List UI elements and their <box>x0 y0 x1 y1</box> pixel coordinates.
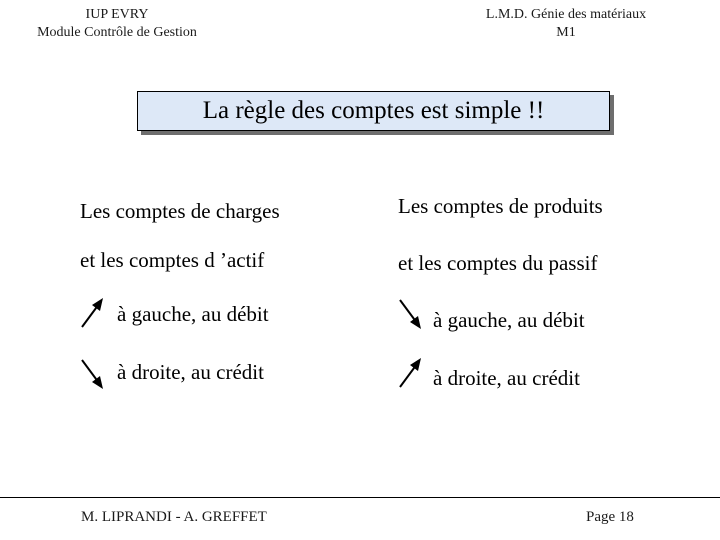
slide-title: La règle des comptes est simple !! <box>202 97 545 124</box>
header-right <box>468 6 664 42</box>
right-heading-line2: et les comptes du passif <box>398 251 598 275</box>
right-heading-line1: Les comptes de produits <box>398 194 603 218</box>
header-level: M1 <box>556 25 576 40</box>
header-left <box>22 6 212 42</box>
footer-page-number: Page 18 <box>586 509 634 525</box>
left-rule-credit: à droite, au crédit <box>117 360 264 384</box>
footer-authors: M. LIPRANDI - A. GREFFET <box>81 509 267 525</box>
arrow-up-right-icon <box>78 296 108 330</box>
right-rule-credit: à droite, au crédit <box>433 366 580 390</box>
left-heading-line1: Les comptes de charges <box>80 199 280 223</box>
arrow-down-right-icon <box>396 297 426 331</box>
header-institution: IUP EVRY <box>85 7 149 22</box>
header-program: L.M.D. Génie des matériaux <box>485 7 647 22</box>
arrow-down-right-icon <box>78 357 108 391</box>
left-heading-line2: et les comptes d ’actif <box>80 248 265 272</box>
slide-title-box <box>137 91 610 131</box>
header-module: Module Contrôle de Gestion <box>37 25 197 40</box>
arrow-up-right-icon <box>396 356 426 390</box>
left-rule-debit: à gauche, au débit <box>117 302 269 326</box>
footer-divider <box>0 497 720 498</box>
right-rule-debit: à gauche, au débit <box>433 308 585 332</box>
